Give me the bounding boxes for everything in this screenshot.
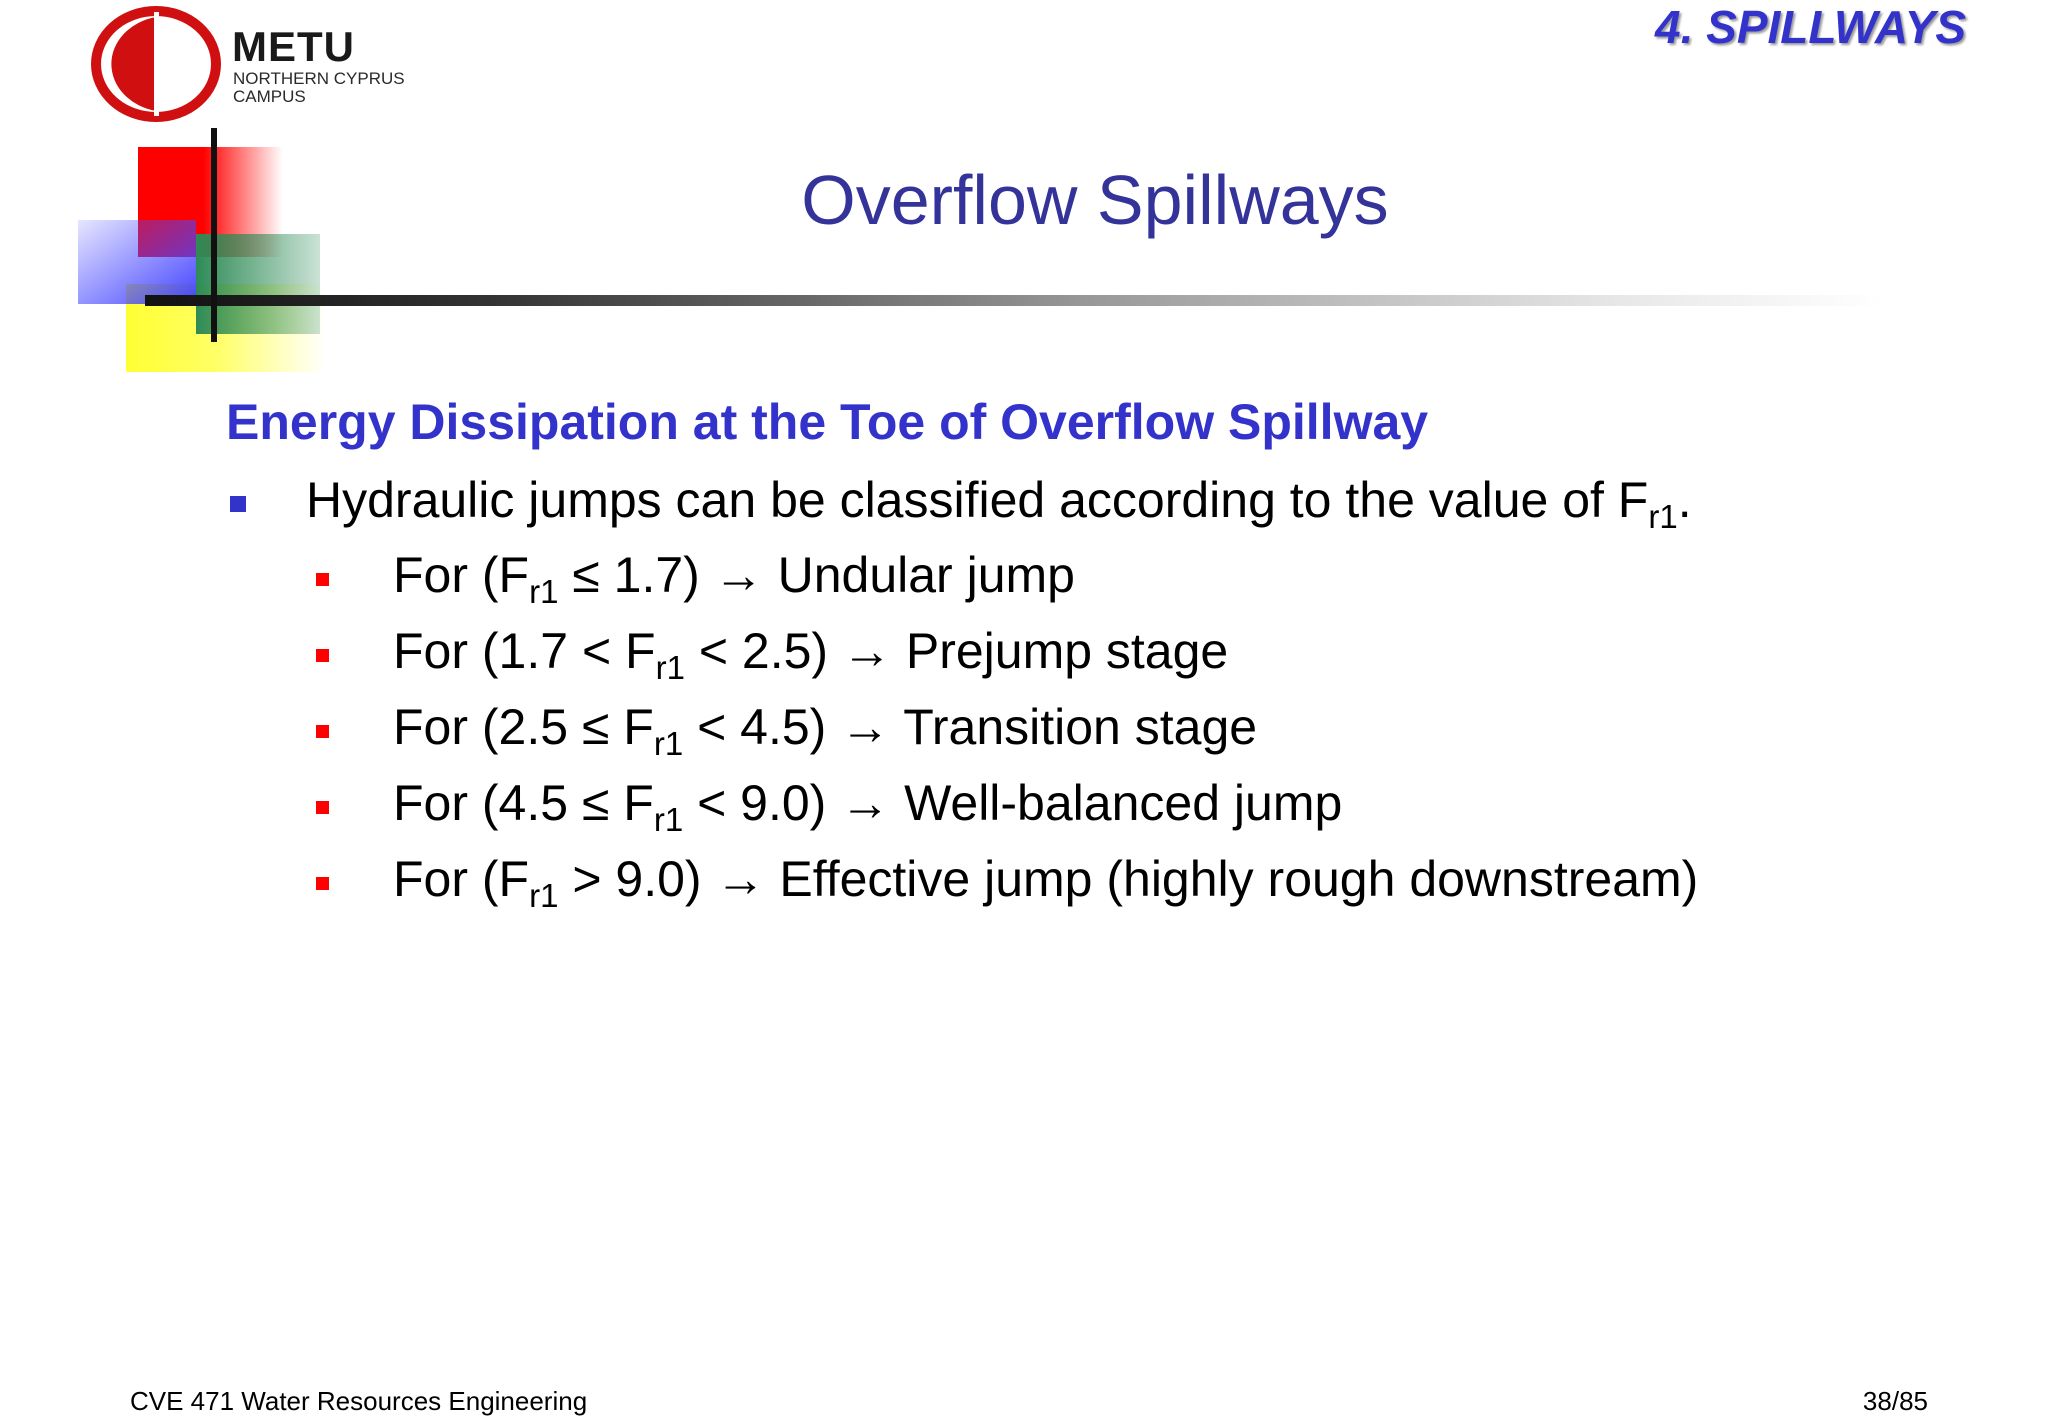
footer-page-number: 38/85 [1862, 1386, 1928, 1416]
decor-vertical-rule [211, 128, 217, 342]
metu-emblem-icon [90, 6, 230, 122]
bullet-square-icon [230, 496, 246, 512]
list-item-text: For $(F_{r1} > 9.0)$ → Effective jump (highly rough downstream) [393, 851, 1699, 914]
list-item-text: For $(F_{r1} \le 1.7)$ → Undular jump [393, 547, 1075, 610]
logo-name: METU [232, 23, 355, 70]
list-item-text: For $(2.5 \le F_{r1} < 4.5)$ → Transition stage [393, 699, 1258, 762]
metu-logo [90, 6, 420, 122]
sub-bullet-square-icon [316, 725, 329, 738]
footer-course: CVE 471 Water Resources Engineering [130, 1386, 588, 1416]
sub-bullet-square-icon [316, 573, 329, 586]
slide-title: Overflow Spillways [801, 161, 1389, 239]
sub-bullet-square-icon [316, 801, 329, 814]
sub-bullet-square-icon [316, 649, 329, 662]
list-item-text: For $(1.7 < F_{r1} < 2.5)$ → Prejump stage [393, 623, 1229, 686]
sub-bullet-square-icon [316, 877, 329, 890]
decor-blue-square [78, 220, 196, 304]
main-bullet-text: Hydraulic jumps can be classified according to the value of $F_{r1}$. [306, 472, 1692, 535]
logo-line-2: CAMPUS [233, 87, 306, 106]
logo-line-1: NORTHERN CYPRUS [233, 69, 405, 88]
section-header: 4. SPILLWAYS [1655, 1, 1966, 53]
decor-horizontal-rule [145, 295, 1885, 306]
list-item-text: For $(4.5 \le F_{r1} < 9.0)$ → Well-balanced jump [393, 775, 1343, 838]
logo-subtitle [233, 70, 405, 106]
subheading: Energy Dissipation at the Toe of Overflow Spillway [226, 394, 1429, 450]
